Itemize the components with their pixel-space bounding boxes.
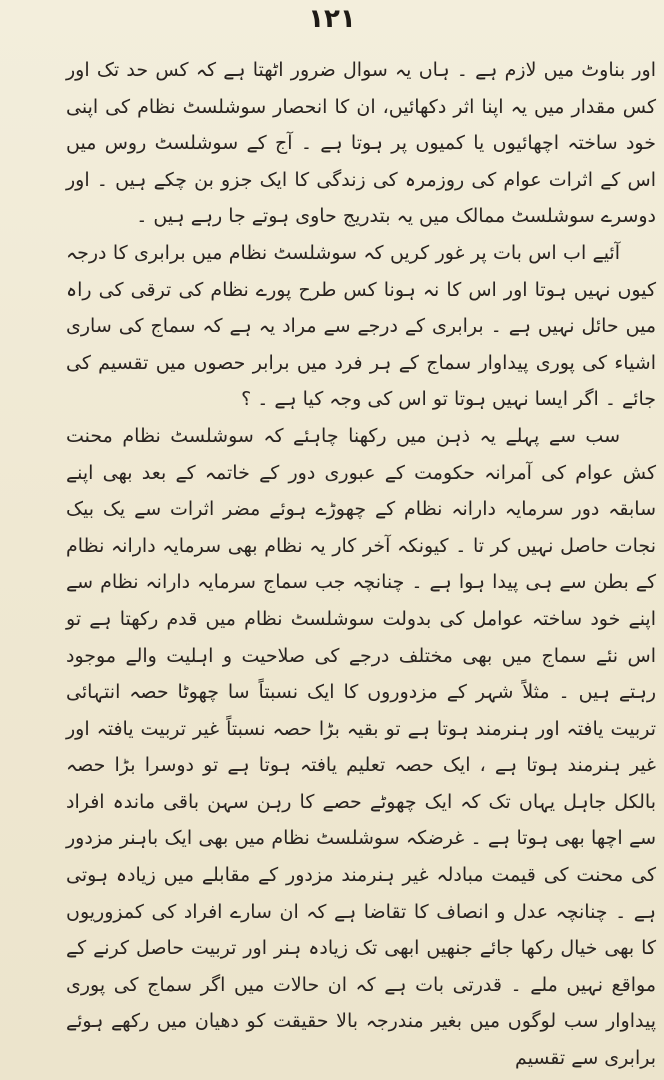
page-number: ۱۲۱ — [308, 4, 356, 34]
paragraph-2: آئیے اب اس بات پر غور کریں کہ سوشلسٹ نظام میں برابری کا درجہ کیوں نہیں ہوتا اور اس کا نہ ہونا کس طرح پورے نظام کی ترقی کی راہ میں حائل نہیں ہے ۔ برابری کے درجے سے مراد یہ ہے کہ سماج کی ساری اشیاء کی پوری پیداوار سماج کے ہر فرد میں برابر حصوں میں تقسیم کی جائے ۔ اگر ایسا نہیں ہوتا تو اس کی وجہ کیا ہے ۔ ؟ — [66, 241, 656, 411]
paragraph-1: اور بناوٹ میں لازم ہے ۔ ہاں یہ سوال ضرور اٹھتا ہے کہ کس حد تک اور کس مقدار میں یہ اپنا اثر دکھائیں، ان کا انحصار سوشلسٹ نظام کی اپنی خود ساختہ اچھائیوں یا کمیوں پر ہوتا ہے ۔ آج کے سوشلسٹ روس میں اس کے اثرات عوام کی روزمرہ کی زندگی کا ایک جزو بن چکے ہیں ۔ اور دوسرے سوشلسٹ ممالک میں یہ بتدریج حاوی ہوتے جا رہے ہیں ۔ — [66, 59, 656, 228]
paragraph-3: سب سے پہلے یہ ذہن میں رکھنا چاہئے کہ سوشلسٹ نظام محنت کش عوام کی آمرانہ حکومت کے عبوری دور کے خاتمہ کے بعد بھی اپنے سابقہ دور سرمایہ دارانہ نظام کے چھوڑے ہوئے مضر اثرات سے یک بیک نجات حاصل نہیں کر تا ۔ کیونکہ آخر کار یہ نظام بھی سرمایہ دارانہ نظام کے بطن سے ہی پیدا ہوا ہے ۔ چنانچہ جب سماج سرمایہ دارانہ نظام سے اپنے خود ساختہ عوامل کی بدولت سوشلسٹ نظام میں قدم رکھتا ہے تو اس نئے سماج میں بھی مختلف درجے کی صلاحیت و اہلیت والے موجود رہتے ہیں ۔ مثلاً شہر کے مزدوروں کا ایک نسبتاً سا چھوٹا حصہ انتہائی تربیت یافتہ اور ہنرمند ہوتا ہے تو بقیہ بڑا حصہ نسبتاً غیر تربیت یافتہ اور غیر ہنرمند ہوتا ہے ، ایک حصہ تعلیم یافتہ ہوتا ہے تو دوسرا بڑا حصہ بالکل جاہل یہاں تک کہ ایک چھوٹے حصے کا رہن سہن باقی ماندہ افراد سے اچھا بھی ہوتا ہے ۔ غرضکہ سوشلسٹ نظام میں بھی ایک باہنر مزدور کی محنت کی قیمت مبادلہ غیر ہنرمند مزدور کے مقابلے میں زیادہ ہوتی ہے ۔ چنانچہ عدل و انصاف کا تقاضا ہے کہ ان سارے افراد کی کمزوریوں کا بھی خیال رکھا جائے جنھیں ابھی تک زیادہ ہنر اور تربیت حاصل کرنے کے مواقع نہیں ملے ۔ قدرتی بات ہے کہ ان حالات میں اگر سماج کی پوری پیداوار سب لوگوں میں بغیر مندرجہ بالا حقیقت کو دھیان میں رکھے ہوئے برابری سے تقسیم — [66, 424, 656, 1070]
body-text — [66, 52, 656, 1077]
